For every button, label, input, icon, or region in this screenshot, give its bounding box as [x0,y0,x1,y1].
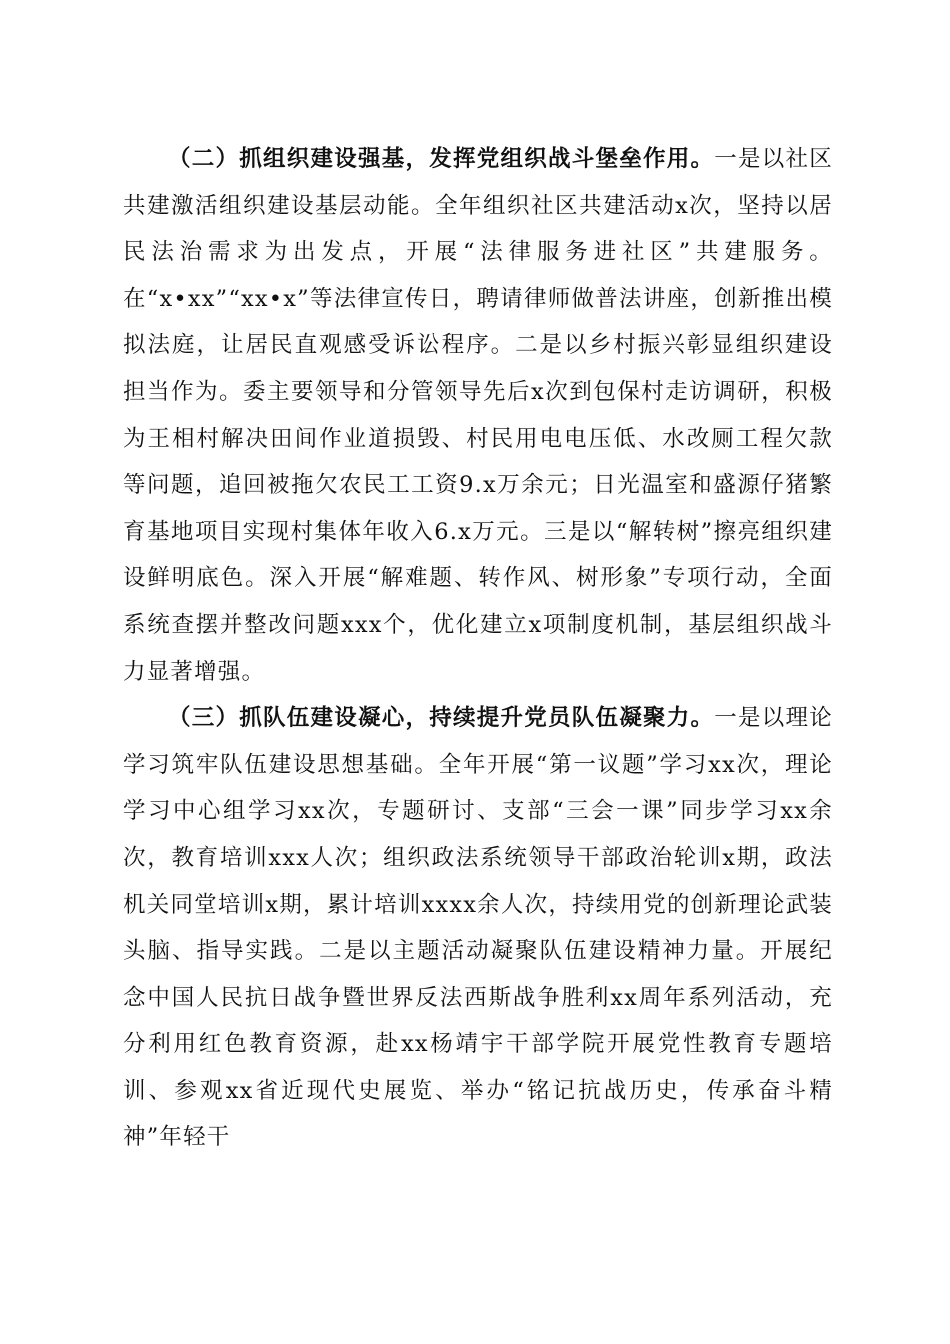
section-body-3: 一是以理论学习筑牢队伍建设思想基础。全年开展“第一议题”学习xx次，理论学习中心组学习xx次，专题研讨、支部“三会一课”同步学习xx余次，教育培训xxx人次；组织政法系统领导干部政治轮训x期，政法机关同堂培训x期，累计培训xxxx余人次，持续用党的创新理论武装头脑、指导实践。二是以主题活动凝聚队伍建设精神力量。开展纪念中国人民抗日战争暨世界反法西斯战争胜利xx周年系列活动，充分利用红色教育资源，赴xx杨靖宇干部学院开展党性教育专题培训、参观xx省近现代史展览、举办“铭记抗战历史，传承奋斗精神”年轻干 [123,705,833,1151]
paragraph-team-building [123,695,833,1161]
section-body-2: 一是以社区共建激活组织建设基层动能。全年组织社区共建活动x次，坚持以居民法治需求为出发点，开展“法律服务进社区”共建服务。在“x•xx”“xx•x”等法律宣传日，聘请律师做普法讲座，创新推出模拟法庭，让居民直观感受诉讼程序。二是以乡村振兴彰显组织建设担当作为。委主要领导和分管领导先后x次到包保村走访调研，积极为王相村解决田间作业道损毁、村民用电电压低、水改厕工程欠款等问题，追回被拖欠农民工工资9.x万余元；日光温室和盛源仔猪繁育基地项目实现村集体年收入6.x万元。三是以“解转树”擦亮组织建设鲜明底色。深入开展“解难题、转作风、树形象”专项行动，全面系统查摆并整改问题xxx个，优化建立x项制度机制，基层组织战斗力显著增强。 [123,146,833,685]
document-body [123,136,833,1161]
section-heading-2: （二）抓组织建设强基，发挥党组织战斗堡垒作用。 [168,146,715,172]
section-heading-3: （三）抓队伍建设凝心，持续提升党员队伍凝聚力。 [168,705,715,732]
paragraph-organization-building [123,136,833,695]
